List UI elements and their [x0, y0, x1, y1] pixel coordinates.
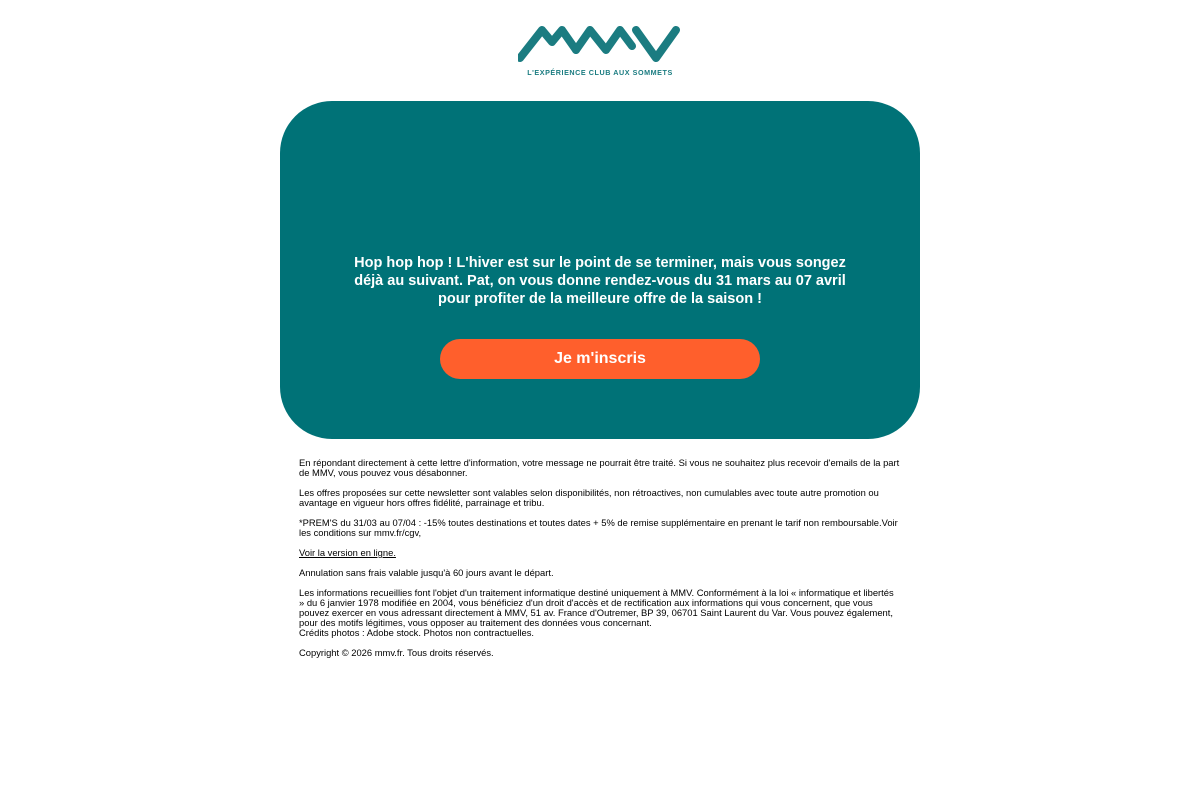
hero-banner [280, 101, 920, 439]
signup-button[interactable]: Je m'inscris [440, 339, 760, 379]
photo-credits: Crédits photos : Adobe stock. Photos non contractuelles. [299, 627, 535, 638]
cancellation-notice: Annulation sans frais valable jusqu'à 60 jours avant le départ. [299, 567, 554, 578]
online-version-paragraph [299, 548, 901, 558]
hero-message: Hop hop hop ! L'hiver est sur le point de se terminer, mais vous songez déjà au suivant. Pat, on vous donne rendez-vous du 31 mars au 07 avril pour profiter de la meilleure offre de la saison ! [354, 255, 846, 307]
prems-notice: *PREM'S du 31/03 au 07/04 : -15% toutes destinations et toutes dates + 5% de remise supplémentaire en prenant le tarif non remboursable.Voir les conditions sur mmv.fr/cgv, [299, 517, 898, 538]
brand-tagline: L'EXPÉRIENCE CLUB AUX SOMMETS [527, 68, 673, 77]
offers-notice: Les offres proposées sur cette newsletter sont valables selon disponibilités, non rétroactives, non cumulables avec toute autre promotion ou avantage en vigueur hors offres fidélité, parrainage et tribu. [299, 487, 879, 508]
privacy-notice [299, 588, 901, 638]
unsubscribe-notice: En répondant directement à cette lettre d'information, votre message ne pourrait être traité. Si vous ne souhaitez plus recevoir d'emails de la part de MMV, vous pouvez vous désabonner. [299, 457, 900, 478]
online-version-link[interactable]: Voir la version en ligne. [299, 547, 396, 558]
brand-logo[interactable] [518, 24, 682, 80]
mmv-mountain-logo-icon [518, 24, 682, 64]
footer-legal [299, 458, 901, 668]
privacy-text: Les informations recueillies font l'objet d'un traitement informatique destiné uniquement à MMV. Conformément à la loi « informatique et libertés » du 6 janvier 1978 modifiée en 2004, vous bénéficiez d'un droit d'accès et de rectification aux informations qui vous concernent, que vous pouvez exercer en vous adressant directement à MMV, 51 av. France d'Outremer, BP 39, 06701 Saint Laurent du Var. Vous pouvez également, pour des motifs légitimes, vous opposer au traitement des données vous concernant. [299, 587, 894, 628]
copyright: Copyright © 2026 mmv.fr. Tous droits réservés. [299, 647, 494, 658]
